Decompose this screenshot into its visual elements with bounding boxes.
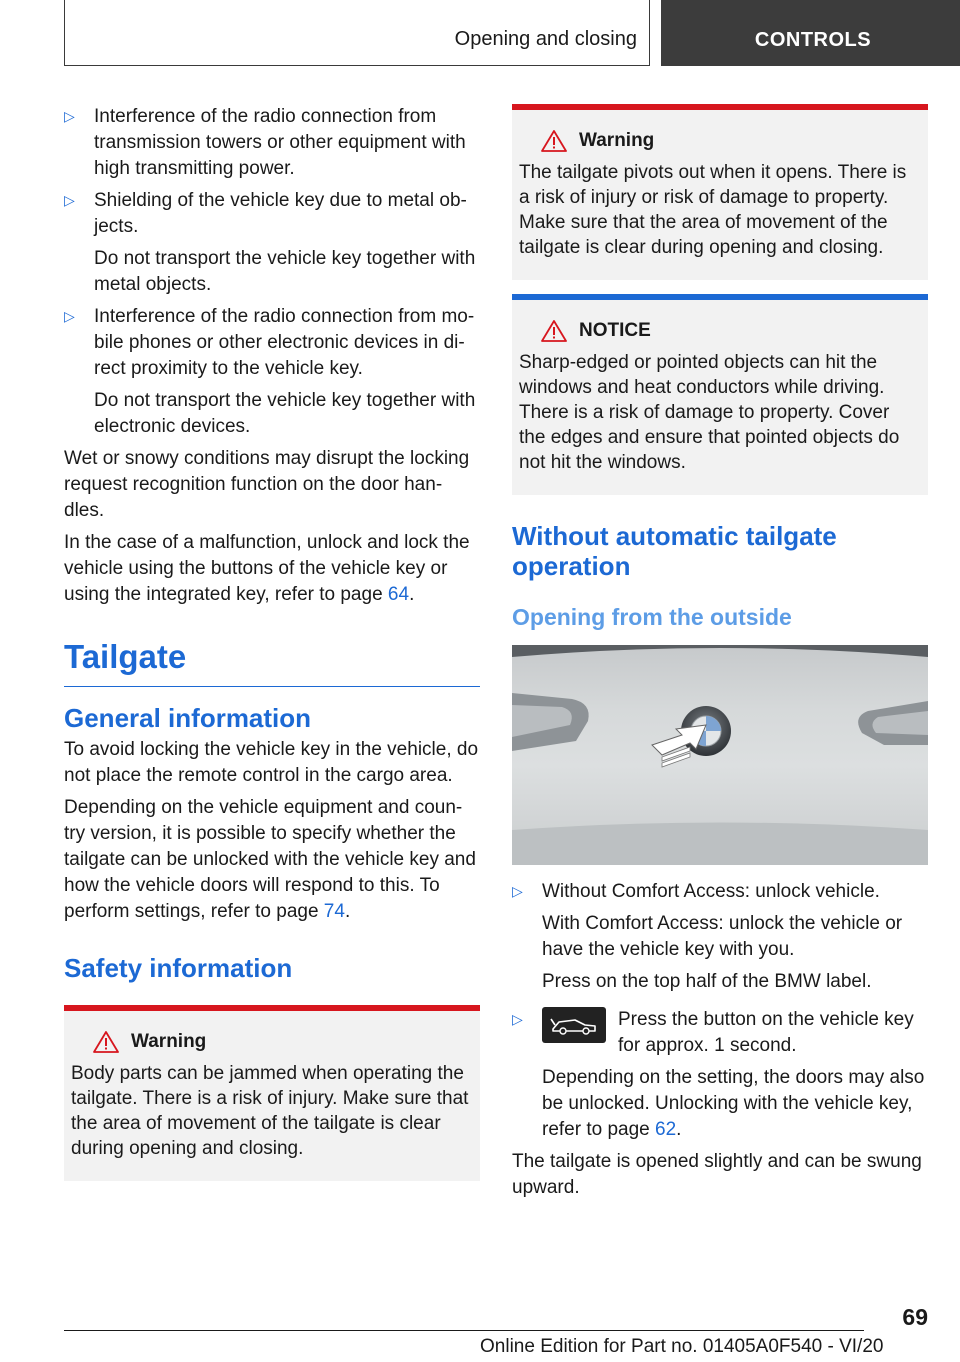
triangle-right-icon: ▷ xyxy=(512,883,523,899)
warning-box xyxy=(64,1005,480,1181)
list-item-continuation: Depending on the setting, the doors may also be unlocked. Unlocking with the vehicle key, refer to page 62. xyxy=(542,1067,925,1140)
notice-title: NOTICE xyxy=(579,320,651,341)
key-button-row xyxy=(542,1007,928,1059)
paragraph-avoid-locking: To avoid locking the vehicle key in the vehicle, do not place the remote control in the cargo area. xyxy=(64,739,479,786)
header-chapter-box xyxy=(661,0,960,66)
paragraph-malfunction: In the case of a malfunction, unlock and lock the vehicle using the buttons of the vehicle key or using the integrated key, refer to page 64. xyxy=(64,532,470,605)
triangle-right-icon: ▷ xyxy=(64,192,75,208)
car-tailgate-icon xyxy=(549,1013,599,1037)
warning-title: Warning xyxy=(579,130,655,151)
footer-edition: Online Edition for Part no. 01405A0F540 - VI/20 xyxy=(480,1336,884,1357)
warning-text: Body parts can be jammed when operating the tailgate. There is a risk of injury. Make sure that the area of movement of the tailgate is clear during opening and closing. xyxy=(71,1063,469,1159)
list-item xyxy=(64,188,480,298)
list-item xyxy=(512,879,928,995)
paragraph-wet-conditions: Wet or snowy conditions may disrupt the locking request recognition function on the door han-dles. xyxy=(64,448,470,521)
header-section-title: Opening and closing xyxy=(454,28,637,50)
list-item xyxy=(64,104,480,182)
warning-triangle-icon xyxy=(541,130,567,152)
tailgate-photo xyxy=(512,645,928,865)
heading-without-automatic: Without automatic tailgate operation xyxy=(512,521,837,581)
warning-title: Warning xyxy=(131,1031,207,1052)
list-item-text: Shielding of the vehicle key due to metal ob-jects. xyxy=(94,190,467,237)
header-section-box xyxy=(64,0,650,66)
notice-box xyxy=(512,294,928,495)
tailgate-illustration xyxy=(512,645,928,865)
page-link-62[interactable]: 62 xyxy=(655,1119,677,1140)
page-link-64[interactable]: 64 xyxy=(387,584,410,605)
triangle-right-icon: ▷ xyxy=(64,308,75,324)
warning-text: The tailgate pivots out when it opens. There is a risk of injury or risk of damage to property. Make sure that the area of movement of the tailgate is clear during opening and closing. xyxy=(519,162,907,258)
list-item-continuation: Press on the top half of the BMW label. xyxy=(542,971,872,992)
paragraph-equipment: Depending on the vehicle equipment and coun-try version, it is possible to specify whether the tailgate can be unlocked with the vehicle key and how the vehicle doors will respond to this. To perform settings, refer to page 74. xyxy=(64,797,476,922)
heading-opening-outside: Opening from the outside xyxy=(512,604,792,630)
warning-triangle-icon xyxy=(93,1031,119,1053)
list-item xyxy=(512,1007,928,1143)
warning-triangle-icon xyxy=(541,320,567,342)
list-item-text: Press the button on the vehicle key for approx. 1 second. xyxy=(618,1009,914,1056)
paragraph-equipment-text: Depending on the vehicle equipment and coun-try version, it is possible to specify whether the tailgate can be unlocked with the vehicle key and how the vehicle doors will respond to this. To perform settings, refer to page xyxy=(64,797,476,922)
heading-tailgate: Tailgate xyxy=(64,638,480,687)
triangle-right-icon: ▷ xyxy=(512,1011,523,1027)
list-item-continuation: With Comfort Access: unlock the vehicle or have the vehicle key with you. xyxy=(542,913,903,960)
left-column xyxy=(64,104,480,1181)
paragraph-tailgate-opened: The tailgate is opened slightly and can be swung upward. xyxy=(512,1151,922,1198)
list-item-text: Interference of the radio connection from mo-bile phones or other electronic devices in di-rect proximity to the vehicle key. xyxy=(94,306,475,379)
list-item-continuation: Do not transport the vehicle key together with electronic devices. xyxy=(94,390,476,437)
list-item-text: Interference of the radio connection from transmission towers or other equipment with high transmitting power. xyxy=(94,106,466,179)
warning-box xyxy=(512,104,928,280)
page-link-74[interactable]: 74 xyxy=(323,901,345,922)
heading-safety-information: Safety information xyxy=(64,953,293,983)
notice-text: Sharp-edged or pointed objects can hit the windows and heat conductors while driving. There is a risk of damage to property. Cover the edges and ensure that pointed objects do not hit the windows. xyxy=(519,352,900,473)
tailgate-key-button xyxy=(542,1007,606,1043)
list-item-continuation-text: Depending on the setting, the doors may also be unlocked. Unlocking with the vehicle key, refer to page xyxy=(542,1067,925,1140)
right-column xyxy=(512,104,928,1207)
list-item xyxy=(64,304,480,440)
footer-divider xyxy=(64,1330,864,1331)
page-number: 69 xyxy=(902,1304,928,1330)
paragraph-malfunction-text: In the case of a malfunction, unlock and lock the vehicle using the buttons of the vehicle key or using the integrated key, refer to page xyxy=(64,532,470,605)
list-item-continuation: Do not transport the vehicle key together with metal objects. xyxy=(94,248,476,295)
triangle-right-icon: ▷ xyxy=(64,108,75,124)
list-item-text: Without Comfort Access: unlock vehicle. xyxy=(542,881,880,902)
heading-general-information: General information xyxy=(64,703,312,733)
header-chapter-title: CONTROLS xyxy=(754,29,872,51)
